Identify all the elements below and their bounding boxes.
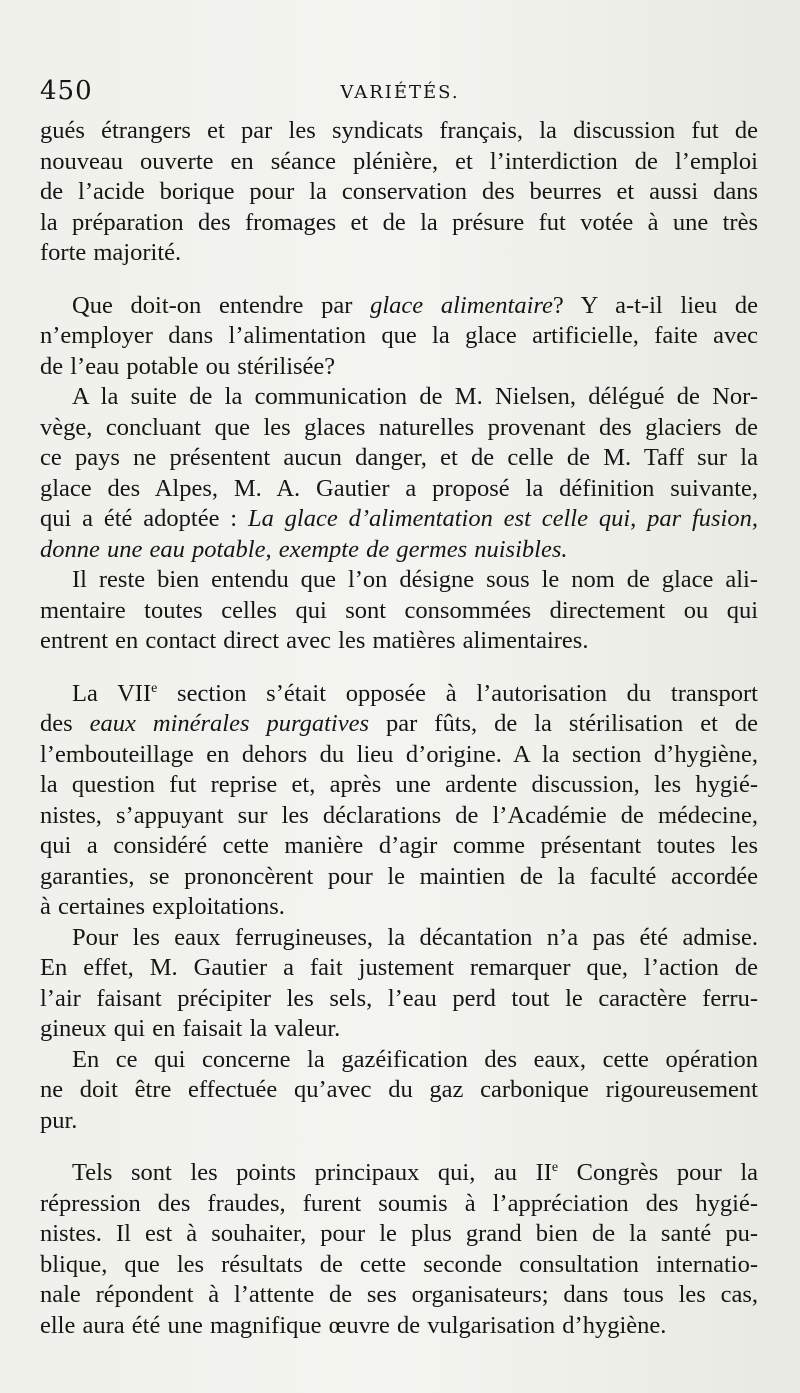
text-line: nouveau ouverte en séance plénière, et l’interdiction de l’emploi <box>40 147 758 175</box>
paragraph <box>40 1045 758 1137</box>
paragraph-gap <box>40 1136 758 1158</box>
text-line: qui a été adoptée : La glace d’alimentation est celle qui, par fusion, <box>40 505 758 532</box>
text-line: glace des Alpes, M. A. Gautier a proposé la définition suivante, <box>40 474 758 502</box>
paragraph <box>40 116 758 269</box>
page-header <box>40 76 760 110</box>
paragraph <box>40 291 758 383</box>
text-line: répression des fraudes, furent soumis à l’appréciation des hygié- <box>40 1189 758 1217</box>
body-text <box>40 116 758 1341</box>
page-number: 450 <box>40 76 93 106</box>
text-line: Pour les eaux ferrugineuses, la décantation n’a pas été admise. <box>72 923 758 951</box>
text-line: l’air faisant précipiter les sels, l’eau perd tout le caractère ferru- <box>40 984 758 1012</box>
text-line: Tels sont les points principaux qui, au IIe Congrès pour la <box>72 1159 758 1186</box>
text-line: nale répondent à l’attente de ses organisateurs; dans tous les cas, <box>40 1281 758 1308</box>
text-line: la question fut reprise et, après une ardente discussion, les hygié- <box>40 771 758 798</box>
paragraph <box>40 1158 758 1341</box>
text-line: A la suite de la communication de M. Nielsen, délégué de Nor- <box>72 383 758 410</box>
text-line: la préparation des fromages et de la présure fut votée à une très <box>40 208 758 236</box>
text-line: forte majorité. <box>40 239 182 266</box>
text-line: En ce qui concerne la gazéification des eaux, cette opération <box>72 1045 758 1073</box>
text-line: Que doit-on entendre par glace alimentaire? Y a-t-il lieu de <box>72 291 758 319</box>
text-line: Il reste bien entendu que l’on désigne sous le nom de glace ali- <box>72 566 758 593</box>
paragraph <box>40 923 758 1045</box>
text-line: garanties, se prononcèrent pour le maintien de la faculté accordée <box>40 862 758 890</box>
text-line: donne une eau potable, exempte de germes nuisibles. <box>40 535 568 563</box>
running-head: VARIÉTÉS. <box>340 82 460 103</box>
text-line: entrent en contact direct avec les matières alimentaires. <box>40 627 589 654</box>
text-line: l’embouteillage en dehors du lieu d’origine. A la section d’hygiène, <box>40 740 758 768</box>
text-line: de l’eau potable ou stérilisée? <box>40 352 336 380</box>
text-line: La VIIe section s’était opposée à l’autorisation du transport <box>72 679 758 707</box>
paragraph <box>40 565 758 657</box>
text-line: elle aura été une magnifique œuvre de vulgarisation d’hygiène. <box>40 1311 667 1339</box>
text-line: à certaines exploitations. <box>40 893 285 920</box>
paragraph <box>40 679 758 923</box>
text-line: gués étrangers et par les syndicats français, la discussion fut de <box>40 117 758 144</box>
text-line: de l’acide borique pour la conservation des beurres et aussi dans <box>40 178 758 205</box>
text-line: pur. <box>40 1106 78 1134</box>
text-line: gineux qui en faisait la valeur. <box>40 1015 341 1042</box>
paragraph-gap <box>40 269 758 291</box>
text-line: ne doit être effectuée qu’avec du gaz carbonique rigoureusement <box>40 1076 758 1103</box>
text-line: ce pays ne présentent aucun danger, et de celle de M. Taff sur la <box>40 444 758 471</box>
text-line: En effet, M. Gautier a fait justement remarquer que, l’action de <box>40 954 758 981</box>
text-line: n’employer dans l’alimentation que la glace artificielle, faite avec <box>40 322 758 349</box>
text-line: mentaire toutes celles qui sont consommées directement ou qui <box>40 596 758 624</box>
paragraph-gap <box>40 657 758 679</box>
paragraph <box>40 382 758 565</box>
text-line: blique, que les résultats de cette seconde consultation internatio- <box>40 1250 758 1278</box>
text-line: qui a considéré cette manière d’agir comme présentant toutes les <box>40 832 758 859</box>
text-line: vège, concluant que les glaces naturelles provenant des glaciers de <box>40 413 758 441</box>
text-line: nistes, s’appuyant sur les déclarations de l’Académie de médecine, <box>40 801 758 829</box>
text-line: nistes. Il est à souhaiter, pour le plus grand bien de la santé pu- <box>40 1220 758 1247</box>
text-line: des eaux minérales purgatives par fûts, de la stérilisation et de <box>40 710 758 737</box>
